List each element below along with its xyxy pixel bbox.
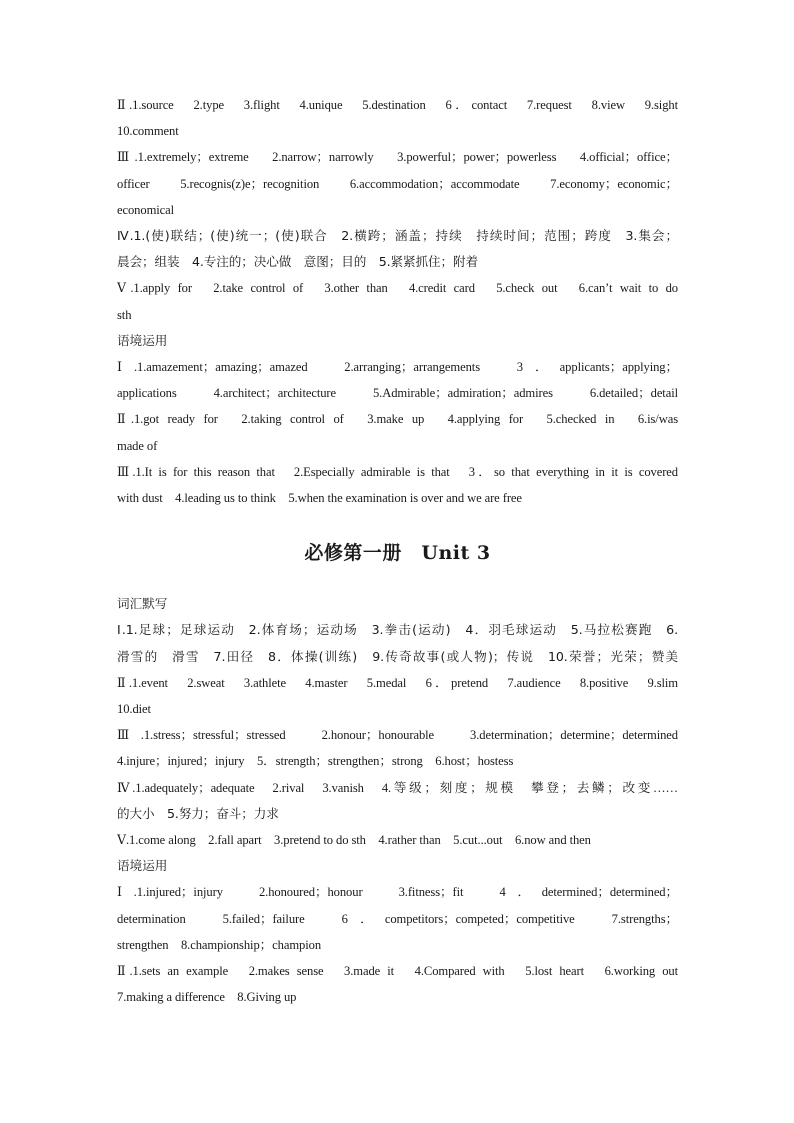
answer-line: 7.making a difference 8.Giving up [117,990,297,1005]
answer-line: 10.diet [117,702,151,717]
answer-line: economical [117,202,175,217]
section-label: 语境运用 [117,858,168,874]
answer-line: Ⅰ.1.足球；足球运动 2.体育场；运动场 3.拳击(运动) 4．羽毛球运动 5.马拉松赛跑 6. [117,622,678,638]
answer-line: Ⅰ.1.amazement；amazing；amazed 2.arranging；arrangements 3．applicants；applying； [117,360,678,375]
answer-line: 10.comment [117,124,179,139]
answer-line: Ⅳ.1.(使)联结；(使)统一；(使)联合 2.横跨；涵盖；持续 持续时间；范围；跨度 3.集会； [117,228,678,244]
answer-line: made of [117,438,158,453]
section-label: 词汇默写 [117,596,168,612]
answer-line: 的大小 5.努力；奋斗；力求 [117,805,279,821]
unit-title-block [117,511,678,591]
answer-line: sth [117,307,132,322]
answer-line: 晨会；组装 4.专注的；决心做 意图；目的 5.紧紧抓住；附着 [117,254,478,270]
answer-line: officer 5.recognis(z)e；recognition 6.accommodation；accommodate 7.economy；economic； [117,176,678,191]
answer-line: Ⅱ.1.event 2.sweat 3.athlete 4.master 5.medal 6．pretend 7.audience 8.positive 9.slim [117,675,678,690]
answer-line: 滑雪的 滑雪 7.田径 8．体操(训练) 9.传奇故事(或人物)；传说 10.荣誉；光荣；赞美 [117,648,678,664]
answer-line: with dust 4.leading us to think 5.when the examination is over and we are free [117,491,522,506]
answer-line: Ⅲ.1.stress；stressful；stressed 2.honour；honourable 3.determination；determine；determined [117,728,678,743]
answer-line: Ⅲ.1.It is for this reason that 2.Especially admirable is that 3．so that everything in it is covered [117,464,678,479]
answer-line: 4.injure；injured；injury 5．strength；strengthen；strong 6.host；hostess [117,754,514,769]
answer-line: Ⅱ.1.got ready for 2.taking control of 3.make up 4.applying for 5.checked in 6.is/was [117,412,678,427]
answer-line: applications 4.architect；architecture 5.Admirable；admiration；admires 6.detailed；detail [117,386,678,401]
answer-line: Ⅴ.1.apply for 2.take control of 3.other than 4.credit card 5.check out 6.can’t wait to do [117,281,678,296]
answer-line: Ⅱ.1.sets an example 2.makes sense 3.made it 4.Compared with 5.lost heart 6.working out [117,964,678,979]
answer-line: determination 5.failed；failure 6．competitors；competed；competitive 7.strengths； [117,911,678,926]
answer-line: Ⅰ.1.injured；injury 2.honoured；honour 3.fitness；fit 4．determined；determined； [117,885,678,900]
answer-line: Ⅴ.1.come along 2.fall apart 3.pretend to do sth 4.rather than 5.cut...out 6.now and then [117,833,591,848]
unit2-answers-section [117,92,678,511]
answer-line: Ⅲ.1.extremely；extreme 2.narrow；narrowly 3.powerful；power；powerless 4.official；office； [117,150,678,165]
section-label: 语境运用 [117,332,168,348]
answer-line: Ⅱ.1.source 2.type 3.flight 4.unique 5.destination 6．contact 7.request 8.view 9.sight [117,98,678,112]
answer-key-page [117,92,678,1011]
answer-line: strengthen 8.championship；champion [117,937,322,952]
unit-title: 必修第一册 Unit 3 [304,541,491,564]
answer-line: Ⅳ.1.adequately；adequate 2.rival 3.vanish 4.等级；刻度；规模 攀登；去鳞；改变…… [117,780,678,795]
unit3-answers-section [117,591,678,1010]
